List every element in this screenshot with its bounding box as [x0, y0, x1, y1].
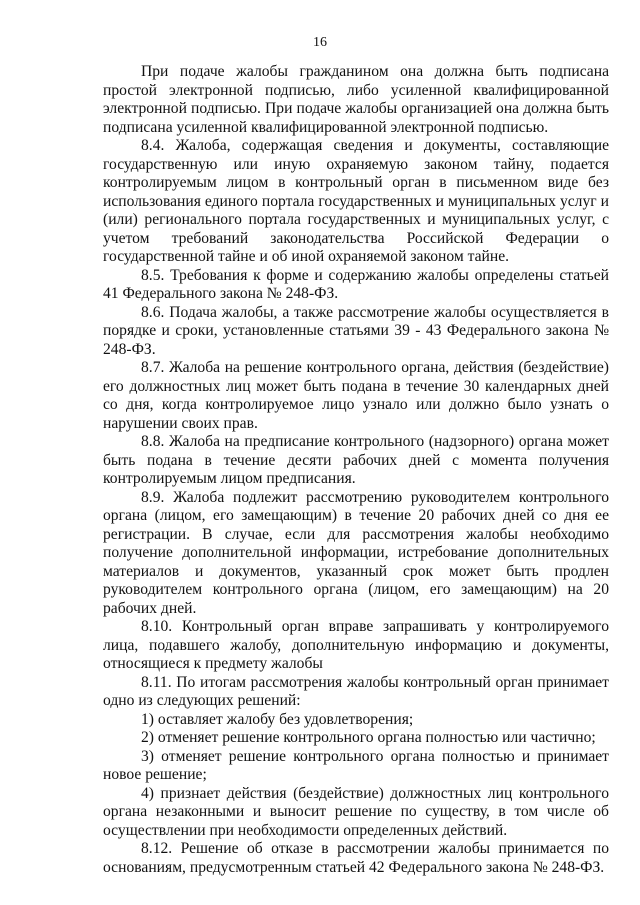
list-item-decision-3: 3) отменяет решение контрольного органа полностью и принимает новое решение; — [103, 747, 609, 783]
paragraph-8-9: 8.9. Жалоба подлежит рассмотрению руководителем контрольного органа (лицом, его замещающим) в течение 20 рабочих дней со дня ее регистрации. В случае, если для рассмотрения жалобы необходимо получение дополнительной информации, истребование дополнительных материалов и документов, указанный срок может быть продлен руководителем контрольного органа (лицом, его замещающим) на 20 рабочих дней. — [103, 488, 609, 617]
list-item-decision-4: 4) признает действия (бездействие) должностных лиц контрольного органа незаконными и выносит решение по существу, в том числе об осуществлении при необходимости определенных действий. — [103, 784, 609, 839]
paragraph-8-10: 8.10. Контрольный орган вправе запрашивать у контролируемого лица, подавшего жалобу, дополнительную информацию и документы, относящиеся к предмету жалобы — [103, 618, 609, 672]
document-body — [103, 63, 609, 877]
paragraph-signature: При подаче жалобы гражданином она должна быть подписана простой электронной подписью, либо усиленной квалифицированной электронной подписью. При подаче жалобы организацией она должна быть подписана усиленной квалифицированной электронной подписью. — [103, 63, 609, 136]
paragraph-8-5: 8.5. Требования к форме и содержанию жалобы определены статьей 41 Федерального закона № 248-ФЗ. — [103, 266, 609, 302]
paragraph-8-6: 8.6. Подача жалобы, а также рассмотрение жалобы осуществляется в порядке и сроки, установленные статьями 39 - 43 Федерального закона № 248-ФЗ. — [103, 303, 609, 358]
paragraph-8-11: 8.11. По итогам рассмотрения жалобы контрольный орган принимает одно из следующих решений: — [103, 673, 609, 709]
page-number: 16 — [313, 35, 327, 50]
paragraph-8-12: 8.12. Решение об отказе в рассмотрении жалобы принимается по основаниям, предусмотренным статьей 42 Федерального закона № 248-ФЗ. — [103, 840, 609, 876]
paragraph-8-7: 8.7. Жалоба на решение контрольного органа, действия (бездействие) его должностных лиц может быть подана в течение 30 календарных дней со дня, когда контролируемое лицо узнало или должно было узнать о нарушении своих прав. — [103, 359, 609, 432]
list-item-decision-2: 2) отменяет решение контрольного органа полностью или частично; — [141, 729, 596, 746]
paragraph-8-8: 8.8. Жалоба на предписание контрольного (надзорного) органа может быть подана в течение десяти рабочих дней с момента получения контролируемым лицом предписания. — [103, 433, 609, 487]
paragraph-8-4: 8.4. Жалоба, содержащая сведения и документы, составляющие государственную или иную охраняемую законом тайну, подается контролируемым лицом в контрольный орган в письменном виде без использования единого портала государственных и муниципальных услуг и (или) регионального портала государственных и муниципальных услуг, с учетом требований законодательства Российской Федерации о государственной тайне и об иной охраняемой законом тайне. — [103, 137, 609, 265]
list-item-decision-1: 1) оставляет жалобу без удовлетворения; — [141, 710, 414, 728]
